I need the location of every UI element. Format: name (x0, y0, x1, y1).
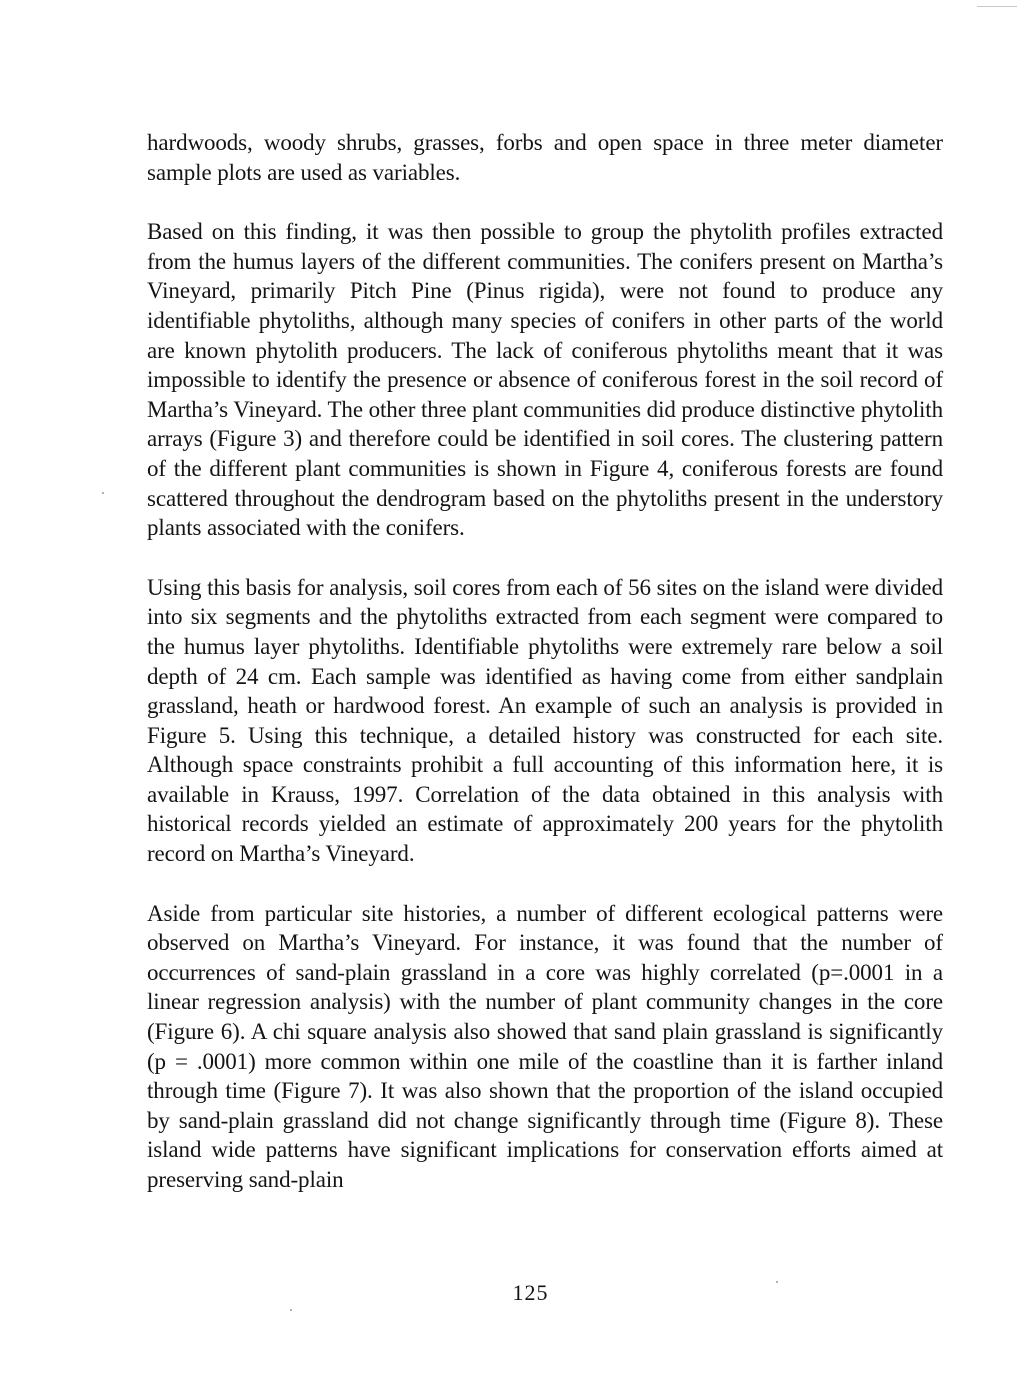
page-number: 125 (512, 1280, 549, 1305)
paragraph-2: Based on this finding, it was then possible to group the phytolith profiles extracted from the humus layers of the different communities. The conifers present on Martha’s Vineyard, primarily Pitch Pine (Pinus rigida), were not found to produce any identifiable phytoliths, although many species of conifers in other parts of the world are known phytolith producers. The lack of coniferous phytoliths meant that it was impossible to identify the presence or absence of coniferous forest in the soil record of Martha’s Vineyard. The other three plant communities did produce distinctive phytolith arrays (Figure 3) and therefore could be identified in soil cores. The clustering pattern of the different plant communities is shown in Figure 4, coniferous forests are found scattered throughout the dendrogram based on the phytoliths present in the understory plants associated with the conifers. (147, 219, 943, 541)
paragraph-4: Aside from particular site histories, a number of different ecological patterns were observed on Martha’s Vineyard. For instance, it was found that the number of occurrences of sand-plain grassland in a core was highly correlated (p=.0001 in a linear regression analysis) with the number of plant community changes in the core (Figure 6). A chi square analysis also showed that sand plain grassland is significantly (p = .0001) more common within one mile of the coastline than it is farther inland through time (Figure 7). It was also shown that the proportion of the island occupied by sand-plain grassland did not change significantly through time (Figure 8). These island wide patterns have significant implications for conservation efforts aimed at preserving sand-plain (147, 900, 943, 1192)
scan-edge-line (977, 6, 1017, 7)
scan-speck (290, 1309, 292, 1311)
scan-speck (102, 492, 104, 494)
paragraph-1: hardwoods, woody shrubs, grasses, forbs and open space in three meter diameter sample plots are used as variables. (147, 130, 943, 185)
body-text (147, 128, 943, 1195)
paragraph-3: Using this basis for analysis, soil cores from each of 56 sites on the island were divided into six segments and the phytoliths extracted from each segment were compared to the humus layer phytoliths. Identifiable phytoliths were extremely rare below a soil depth of 24 cm. Each sample was identified as having come from either sandplain grassland, heath or hardwood forest. An example of such an analysis is provided in Figure 5. Using this technique, a detailed history was constructed for each site. Although space constraints prohibit a full accounting of this information here, it is available in Krauss, 1997. Correlation of the data obtained in this analysis with historical records yielded an estimate of approximately 200 years for the phytolith record on Martha’s Vineyard. (147, 574, 943, 867)
